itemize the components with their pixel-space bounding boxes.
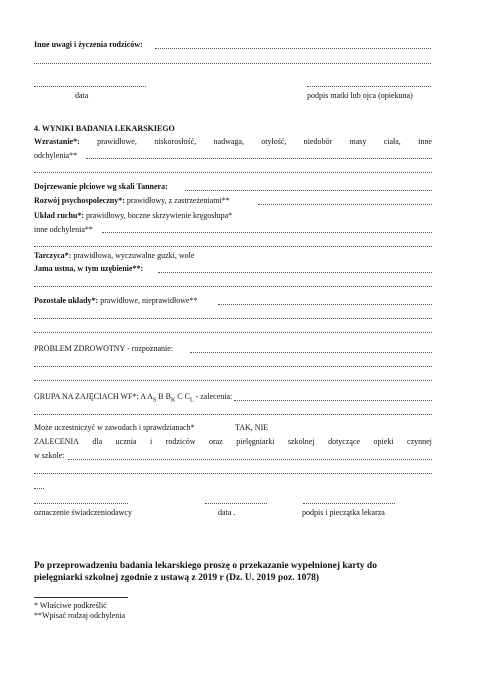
rec-word: ucznia xyxy=(115,437,137,446)
competition-options[interactable]: TAK, NIE xyxy=(235,423,269,432)
rec-word: ZALECENIA xyxy=(34,437,79,446)
parents-remarks-field-2[interactable] xyxy=(34,63,431,64)
footnote-separator xyxy=(34,597,128,598)
growth-other-field[interactable] xyxy=(86,158,432,159)
motion-other-field[interactable] xyxy=(102,232,432,233)
growth-option[interactable]: masy xyxy=(349,137,367,146)
pe-group-c: C C xyxy=(175,392,190,401)
section-title: 4. WYNIKI BADANIA LEKARSKIEGO xyxy=(34,124,175,133)
pe-group-mid: B B xyxy=(156,392,171,401)
pe-group-prefix: GRUPA NA ZAJĘCIACH WF*: A A xyxy=(34,392,153,401)
pe-group-sub-k: K xyxy=(170,397,176,404)
motion-other-label: inne odchylenia** xyxy=(34,225,93,234)
school-recommendations-label: w szkole: xyxy=(34,451,65,460)
exam-date-field[interactable] xyxy=(205,503,267,504)
doctor-signature-field[interactable] xyxy=(303,503,395,504)
exam-date-label: data . xyxy=(218,508,236,517)
parent-signature-label: podpis matki lub ojca (opiekuna) xyxy=(307,91,413,100)
thyroid-row xyxy=(34,251,194,261)
psycho-options[interactable]: prawidłowy, z zastrzeżeniami** xyxy=(126,196,230,205)
tanner-field[interactable] xyxy=(185,190,432,191)
psycho-field[interactable] xyxy=(258,204,432,205)
thyroid-options[interactable]: prawidłowa, wyczuwalne guzki, wole xyxy=(73,251,195,260)
pe-group-row xyxy=(34,392,232,406)
motion-row xyxy=(34,211,232,221)
pe-group-sub-s: S xyxy=(152,397,157,404)
other-systems-field-2[interactable] xyxy=(34,318,432,319)
pe-recommendations-field[interactable] xyxy=(234,400,432,401)
rec-word: rodziców xyxy=(165,437,196,446)
closing-line-2: pielęgniarki szkolnej zgodnie z ustawą z 2019 r (Dz. U. 2019 poz. 1078) xyxy=(34,573,320,583)
closing-line-1: Po przeprowadzeniu badania lekarskiego proszę o przekazanie wypełnionej karty do xyxy=(34,561,377,571)
parent-signature-field[interactable] xyxy=(307,86,431,87)
problem-field-3[interactable] xyxy=(34,380,432,381)
growth-option[interactable]: niedobór xyxy=(303,137,333,146)
pe-group-suffix: - zalecenia: xyxy=(193,392,233,401)
recommendations-row xyxy=(34,437,432,447)
growth-other-label: odchylenia** xyxy=(34,151,78,160)
growth-option[interactable]: niskorosłość, xyxy=(154,137,197,146)
other-systems-row xyxy=(34,296,198,306)
other-systems-field-3[interactable] xyxy=(34,332,432,333)
mouth-field[interactable] xyxy=(158,272,432,273)
rec-word: dla xyxy=(92,437,103,446)
motion-options[interactable]: prawidłowy, boczne skrzywienie kręgosłupa* xyxy=(86,211,233,220)
rec-word: dotyczące xyxy=(328,437,361,446)
other-systems-field[interactable] xyxy=(218,304,432,305)
doctor-signature-label: podpis i pieczątka lekarza xyxy=(302,508,385,517)
pe-group-sub-l: L xyxy=(189,397,194,404)
rec-word: czynnej xyxy=(407,437,432,446)
mouth-field-2[interactable] xyxy=(34,286,432,287)
parent-date-label: data xyxy=(75,91,89,100)
rec-word: i xyxy=(150,437,153,446)
motion-label: Układ ruchu*: xyxy=(34,211,85,220)
problem-field-2[interactable] xyxy=(34,366,432,367)
psycho-row xyxy=(34,196,230,206)
tanner-label: Dojrzewanie płciowe wg skali Tannera: xyxy=(34,182,168,191)
rec-word: pielęgniarki xyxy=(236,437,275,446)
growth-label: Wzrastanie*: xyxy=(34,137,80,146)
competition-label: Może uczestniczyć w zawodach i sprawdzianach* xyxy=(34,423,195,432)
psycho-label: Rozwój psychospoleczny*: xyxy=(34,196,125,205)
problem-label: PROBLEM ZDROWOTNY - rozpoznanie: xyxy=(34,344,174,353)
other-systems-label: Pozostałe układy*: xyxy=(34,296,99,305)
mouth-label: Jama ustna, w tym uzębienie**: xyxy=(34,264,144,273)
motion-other-field-2[interactable] xyxy=(34,246,432,247)
growth-other-field-2[interactable] xyxy=(34,172,432,173)
parent-date-field[interactable] xyxy=(34,86,146,87)
rec-word: opieki xyxy=(373,437,394,446)
growth-option[interactable]: prawidłowe, xyxy=(97,137,137,146)
school-recommendations-field[interactable] xyxy=(68,459,432,460)
thyroid-label: Tarczyca*: xyxy=(34,251,72,260)
growth-row xyxy=(34,137,432,147)
footnote-2: **Wpisać rodzaj odchylenia xyxy=(34,611,126,620)
rec-word: oraz xyxy=(208,437,223,446)
provider-field[interactable] xyxy=(34,503,128,504)
growth-option[interactable]: ciała, xyxy=(383,137,401,146)
rec-word: szkolnej xyxy=(287,437,315,446)
parents-remarks-field[interactable] xyxy=(155,48,431,49)
school-recommendations-field-2[interactable] xyxy=(34,473,432,474)
problem-field[interactable] xyxy=(190,352,432,353)
school-recommendations-field-3[interactable] xyxy=(34,488,44,489)
pe-recommendations-field-2[interactable] xyxy=(34,414,432,415)
growth-option[interactable]: nadwaga, xyxy=(213,137,244,146)
footnote-1: * Właściwe podkreślić xyxy=(34,601,107,610)
growth-option[interactable]: inne xyxy=(418,137,432,146)
other-systems-options[interactable]: prawidłowe, nieprawidłowe** xyxy=(100,296,198,305)
provider-label: oznaczenie świadczeniodawcy xyxy=(34,508,132,517)
parents-remarks-label: Inne uwagi i życzenia rodziców: xyxy=(34,40,143,49)
growth-option[interactable]: otyłość, xyxy=(261,137,287,146)
